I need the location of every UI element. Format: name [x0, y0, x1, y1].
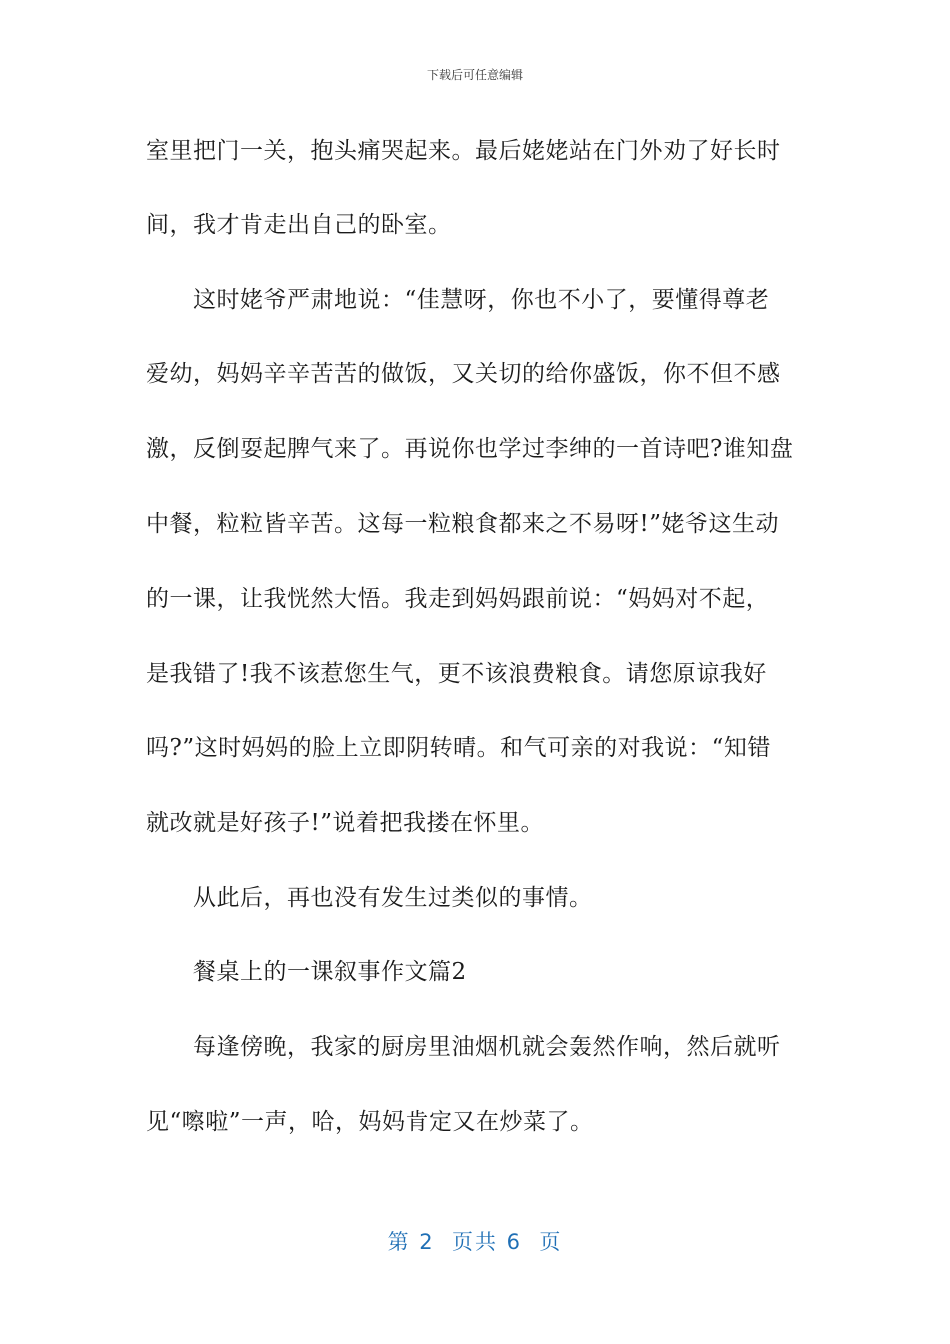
- body-line: 间，我才肯走出自己的卧室。: [146, 212, 452, 238]
- body-line: 是我错了!我不该惹您生气，更不该浪费粮食。请您原谅我好: [146, 661, 767, 687]
- body-line: 就改就是好孩子!”说着把我搂在怀里。: [146, 810, 545, 836]
- section-heading: 餐桌上的一课叙事作文篇2: [193, 959, 467, 985]
- body-line: 从此后，再也没有发生过类似的事情。: [193, 885, 593, 911]
- body-line: 每逢傍晚，我家的厨房里油烟机就会轰然作响，然后就听: [193, 1034, 781, 1060]
- body-line: 室里把门一关，抱头痛哭起来。最后姥姥站在门外劝了好长时: [146, 138, 781, 164]
- body-line: 激，反倒耍起脾气来了。再说你也学过李绅的一首诗吧?谁知盘: [146, 436, 794, 462]
- body-line: 的一课，让我恍然大悟。我走到妈妈跟前说：“妈妈对不起，: [146, 586, 770, 612]
- page-header: 下载后可任意编辑: [426, 68, 523, 82]
- body-line: 中餐，粒粒皆辛苦。这每一粒粮食都来之不易呀!”姥爷这生动: [146, 511, 780, 537]
- page-number-footer: 第 2 页共 6 页: [387, 1230, 563, 1254]
- body-line: 爱幼，妈妈辛辛苦苦的做饭，又关切的给你盛饭，你不但不感: [146, 361, 781, 387]
- body-line: 吗?”这时妈妈的脸上立即阴转晴。和气可亲的对我说：“知错: [146, 735, 771, 761]
- body-line: 见“嚓啦”一声，哈，妈妈肯定又在炒菜了。: [146, 1109, 594, 1135]
- body-line: 这时姥爷严肃地说：“佳慧呀，你也不小了，要懂得尊老: [193, 287, 770, 313]
